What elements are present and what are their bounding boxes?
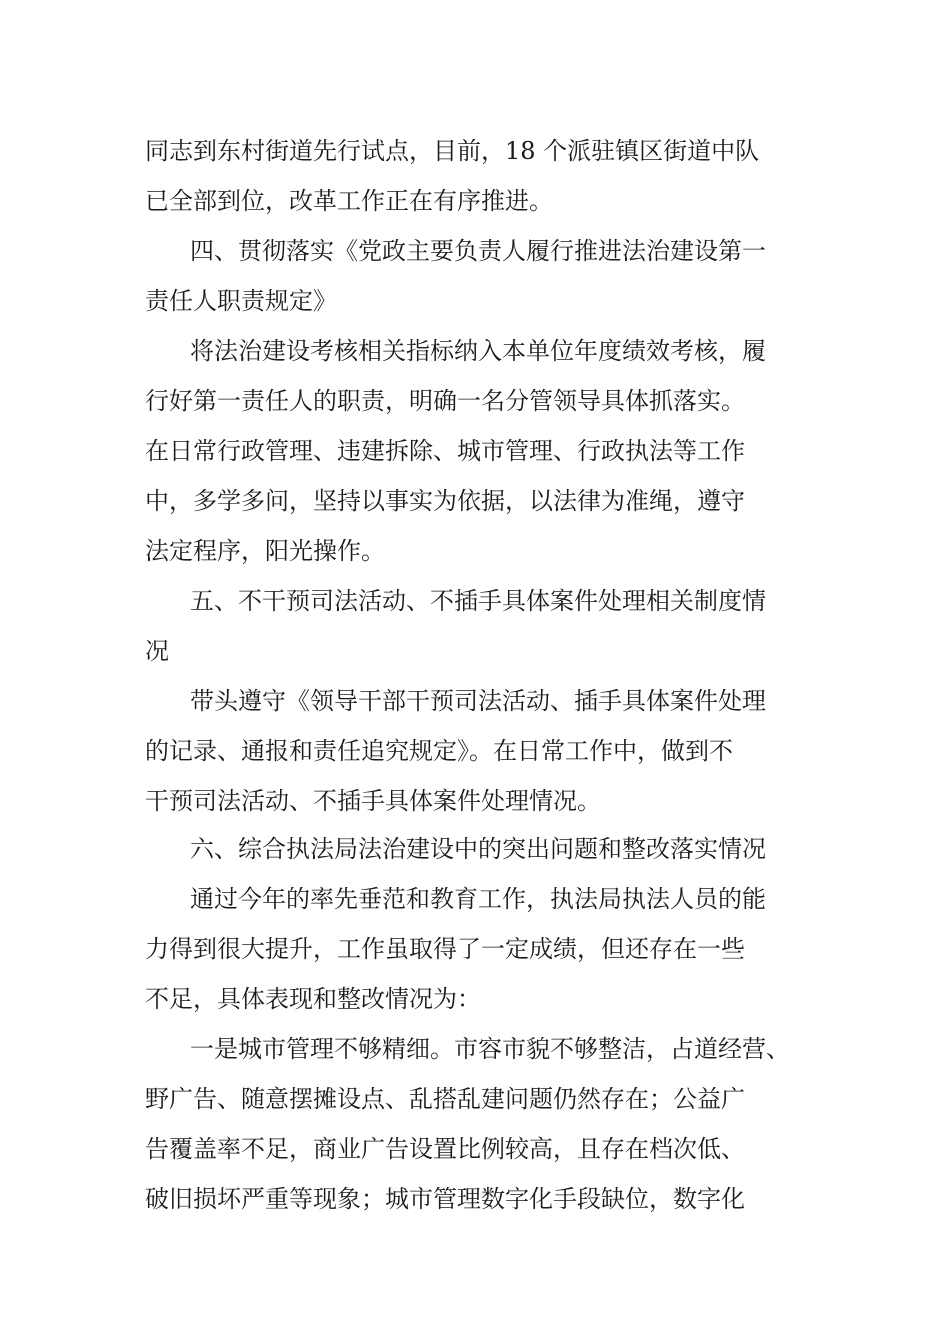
text-line: 通过今年的率先垂范和教育工作，执法局执法人员的能 [190, 885, 766, 913]
section-heading: 责任人职责规定》 [145, 287, 337, 315]
section-heading: 况 [145, 637, 169, 665]
text-line: 已全部到位，改革工作正在有序推进。 [145, 187, 553, 215]
text-line: 干预司法活动、不插手具体案件处理情况。 [145, 787, 601, 815]
text-line: 的记录、通报和责任追究规定》。在日常工作中，做到不 [145, 737, 733, 765]
text-line: 野广告、随意摆摊设点、乱搭乱建问题仍然存在；公益广 [145, 1085, 745, 1113]
text-line: 带头遵守《领导干部干预司法活动、插手具体案件处理 [190, 687, 766, 715]
section-heading: 六、综合执法局法治建设中的突出问题和整改落实情况 [190, 835, 766, 863]
text-line: 力得到很大提升，工作虽取得了一定成绩，但还存在一些 [145, 935, 745, 963]
text-line: 一是城市管理不够精细。市容市貌不够整洁，占道经营、 [190, 1035, 790, 1063]
text-line: 破旧损坏严重等现象；城市管理数字化手段缺位，数字化 [145, 1185, 745, 1213]
section-heading: 五、不干预司法活动、不插手具体案件处理相关制度情 [190, 587, 766, 615]
text-line: 中，多学多问，坚持以事实为依据，以法律为准绳，遵守 [145, 487, 745, 515]
text-line: 行好第一责任人的职责，明确一名分管领导具体抓落实。 [145, 387, 745, 415]
text-line: 不足，具体表现和整改情况为： [145, 985, 481, 1013]
text-line: 将法治建设考核相关指标纳入本单位年度绩效考核，履 [190, 337, 766, 365]
section-heading: 四、贯彻落实《党政主要负责人履行推进法治建设第一 [190, 237, 766, 265]
text-line: 同志到东村街道先行试点，目前，18 个派驻镇区街道中队 [145, 137, 760, 165]
text-line: 告覆盖率不足，商业广告设置比例较高，且存在档次低、 [145, 1135, 745, 1163]
text-line: 在日常行政管理、违建拆除、城市管理、行政执法等工作 [145, 437, 745, 465]
text-line: 法定程序，阳光操作。 [145, 537, 385, 565]
